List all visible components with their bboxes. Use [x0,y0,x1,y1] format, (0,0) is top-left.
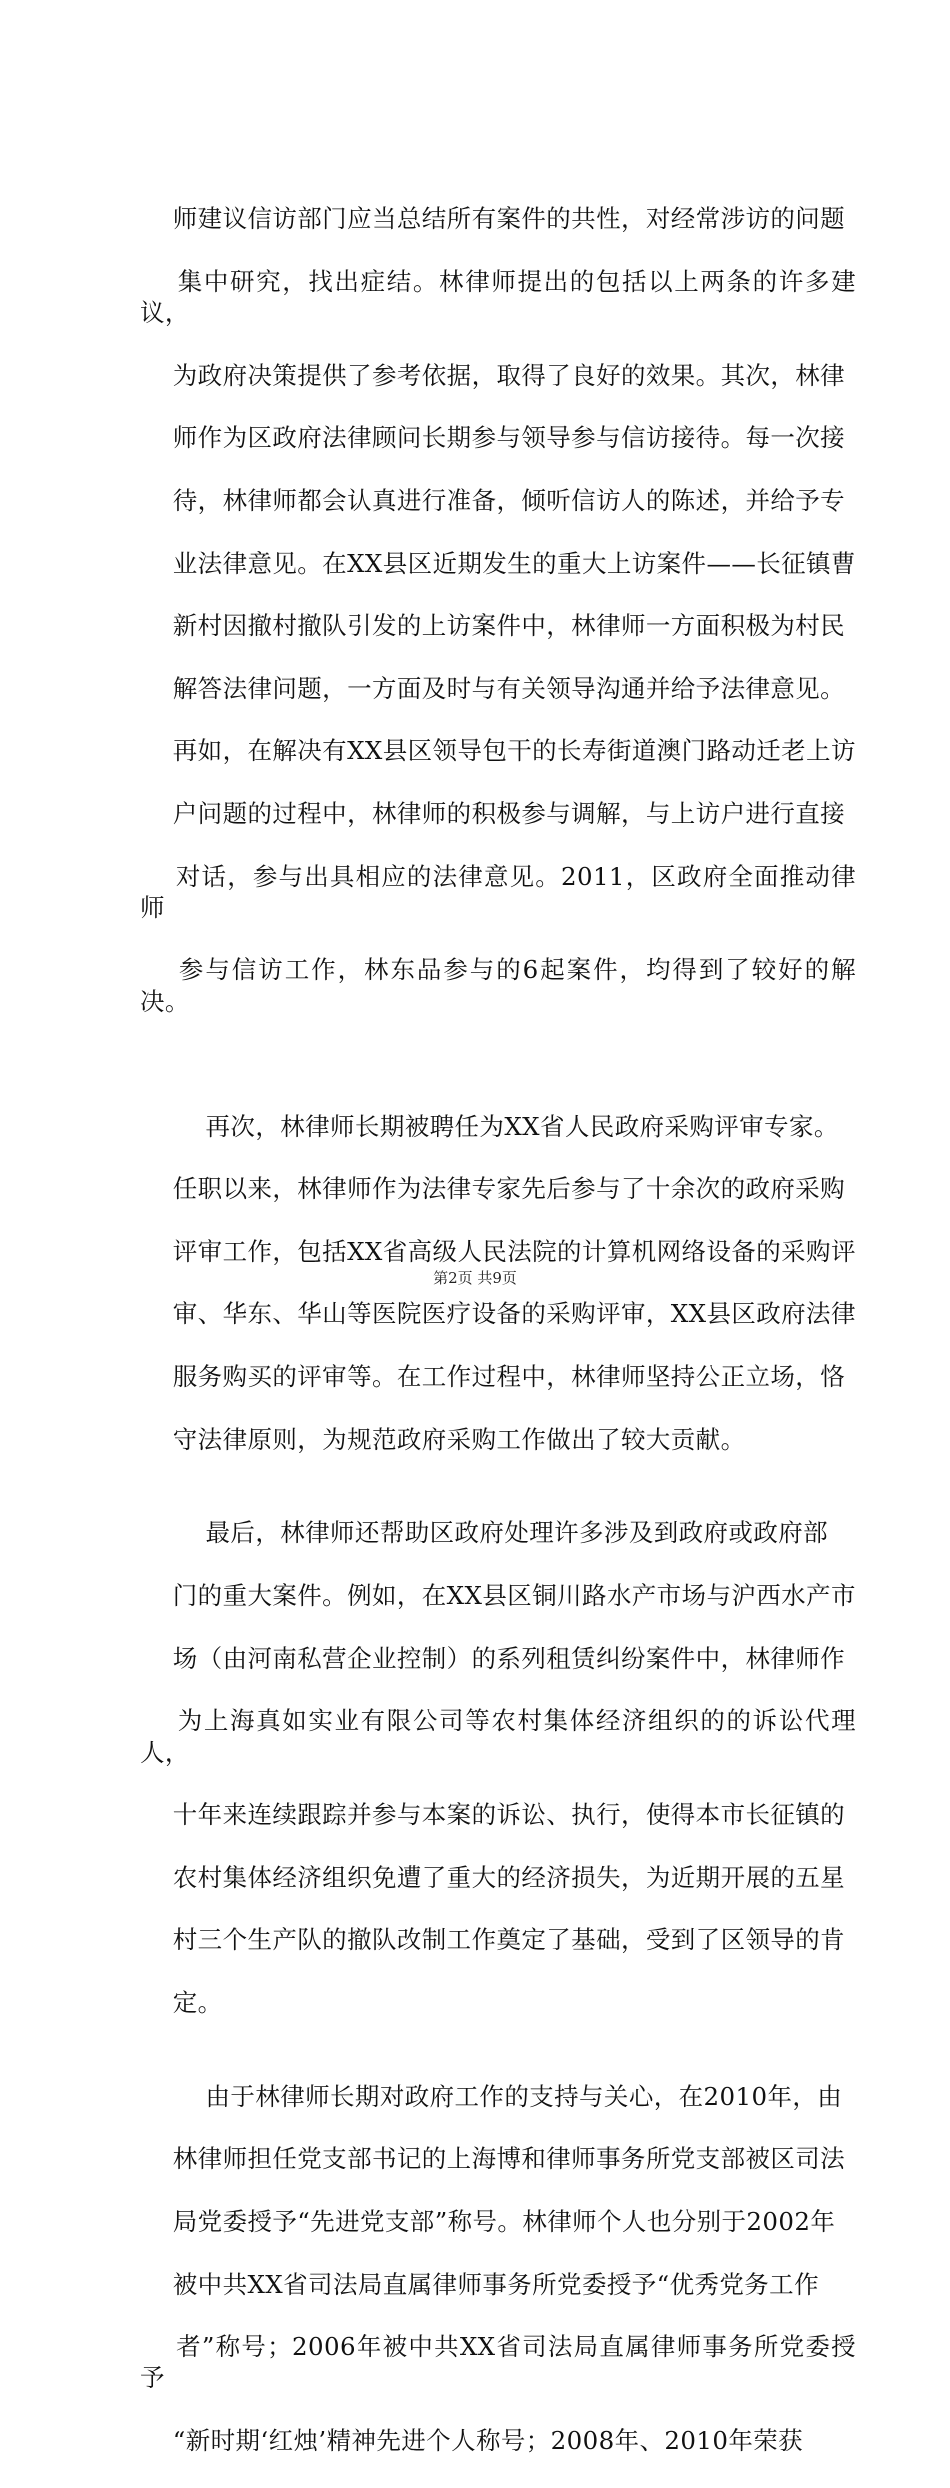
line: 师建议信访部门应当总结所有案件的共性，对经常涉访的问题 [172,204,846,234]
line: 为政府决策提供了参考依据，取得了良好的效果。其次，林律 [172,360,846,390]
line: 场（由河南私营企业控制）的系列租赁纠纷案件中，林律师作 [172,1643,846,1673]
line: 户问题的过程中，林律师的积极参与调解，与上访户进行直接 [172,798,846,828]
page-number-footer: 第2页 共9页 [433,1269,517,1287]
paragraph-4 [140,2050,856,2488]
line: 被中共XX省司法局直属律师事务所党委授予“优秀党务工作 [172,2269,819,2299]
line: 林律师担任党支部书记的上海博和律师事务所党支部被区司法 [172,2144,846,2174]
line: 解答法律问题，一方面及时与有关领导沟通并给予法律意见。 [172,673,846,703]
line: 新村因撤村撤队引发的上访案件中，林律师一方面积极为村民 [172,611,846,641]
line: 集中研究，找出症结。林律师提出的包括以上两条的许多建议， [140,266,856,328]
line: 最后，林律师还帮助区政府处理许多涉及到政府或政府部 [172,1518,829,1548]
line: 定。 [172,1987,223,2017]
line: 由于林律师长期对政府工作的支持与关心，在2010年，由 [172,2081,843,2111]
line: 门的重大案件。例如，在XX县区铜川路水产市场与沪西水产市 [172,1581,856,1611]
line: 守法律原则，为规范政府采购工作做出了较大贡献。 [172,1424,746,1454]
line: 十年来连续跟踪并参与本案的诉讼、执行，使得本市长征镇的 [172,1800,846,1830]
line: 任职以来，林律师作为法律专家先后参与了十余次的政府采购 [172,1174,846,1204]
line: 参与信访工作，林东品参与的6起案件，均得到了较好的解决。 [140,955,856,1016]
line: 业法律意见。在XX县区近期发生的重大上访案件——长征镇曹 [172,548,856,578]
line: 农村集体经济组织免遭了重大的经济损失，为近期开展的五星 [172,1862,846,1892]
line: “新时期‘红烛’精神先进个人称号；2008年、2010年荣获 [172,2426,804,2456]
line: 局党委授予“先进党支部”称号。林律师个人也分别于2002年 [172,2207,836,2236]
line: 审、华东、华山等医院医疗设备的采购评审，XX县区政府法律 [172,1299,856,1329]
line: 再次，林律师长期被聘任为XX省人民政府采购评审专家。 [172,1111,839,1141]
document-body [140,172,856,2488]
line: 村三个生产队的撤队改制工作奠定了基础，受到了区领导的肯 [172,1925,846,1955]
line: 为上海真如实业有限公司等农村集体经济组织的的诉讼代理人， [140,1706,856,1767]
line: 再如，在解决有XX县区领导包干的长寿街道澳门路动迁老上访 [172,736,856,766]
line: 对话，参与出具相应的法律意见。2011，区政府全面推动律师 [140,861,856,922]
line: 服务购买的评审等。在工作过程中，林律师坚持公正立场，恪 [172,1361,846,1391]
line: 待，林律师都会认真进行准备，倾听信访人的陈述，并给予专 [172,485,846,515]
paragraph-3 [140,1486,856,2049]
paragraph-1 [140,172,856,1048]
line: 者”称号；2006年被中共XX省司法局直属律师事务所党委授予 [140,2332,856,2393]
line: 师作为区政府法律顾问长期参与领导参与信访接待。每一次接 [172,423,846,453]
line: 评审工作，包括XX省高级人民法院的计算机网络设备的采购评 [172,1236,856,1266]
